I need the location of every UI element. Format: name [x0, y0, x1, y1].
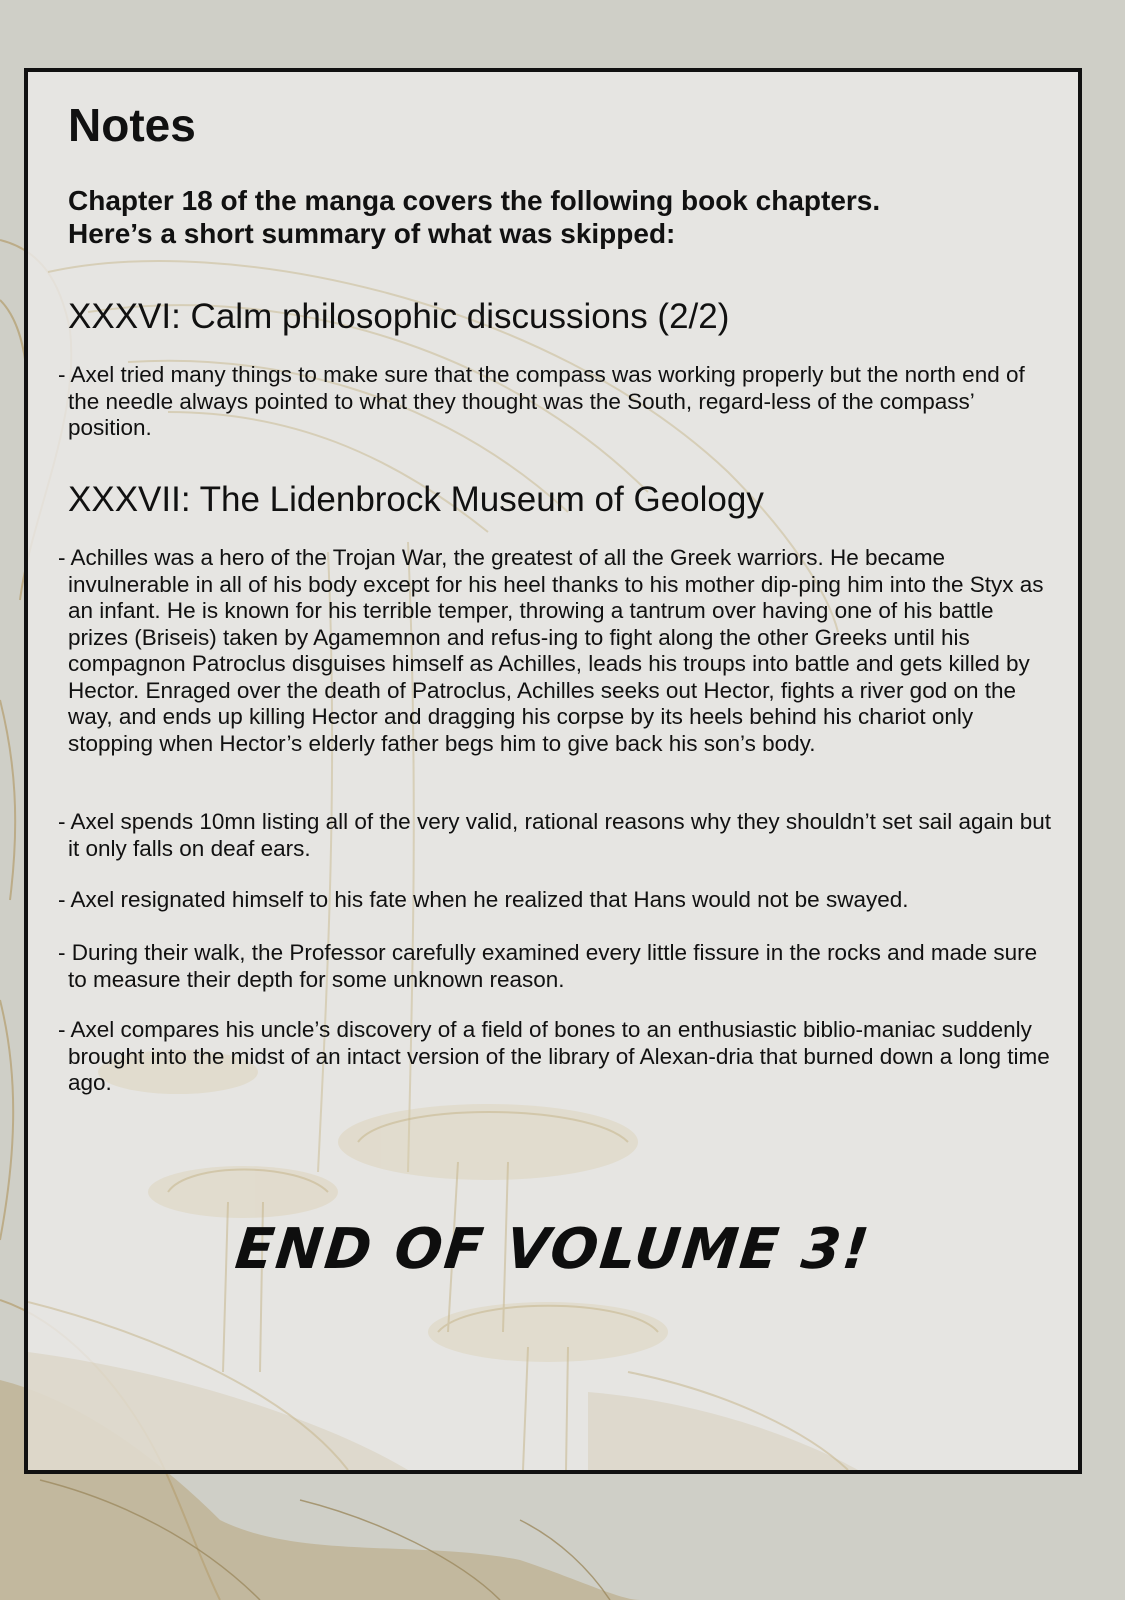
note-item: - Axel spends 10mn listing all of the very valid, rational reasons why they shouldn’t set sail again but it only falls on deaf ears.: [58, 809, 1052, 861]
section-heading-xxxvi: XXXVI: Calm philosophic discussions (2/2): [68, 297, 730, 336]
note-item: - Axel compares his uncle’s discovery of a field of bones to an enthusiastic biblio-maniac suddenly brought into the midst of an intact version of the library of Alexan-dria that burned down a long time ago.: [58, 1017, 1050, 1095]
section-heading-xxxvii: XXXVII: The Lidenbrock Museum of Geology: [68, 480, 764, 519]
intro-line: Chapter 18 of the manga covers the following book chapters. Here’s a short summary of what was skipped:: [68, 185, 881, 249]
note-item: - Axel resignated himself to his fate when he realized that Hans would not be swayed.: [58, 887, 909, 912]
note-item: - Axel tried many things to make sure that the compass was working properly but the north end of the needle always pointed to what they thought was the South, regard-less of the compass’ position.: [58, 362, 1025, 440]
note-item: - During their walk, the Professor carefully examined every little fissure in the rocks and made sure to measure their depth for some unknown reason.: [58, 940, 1038, 992]
notes-content: [28, 72, 1078, 1470]
page-title: Notes: [68, 99, 196, 151]
notes-panel: [24, 68, 1082, 1474]
intro-text: [68, 184, 1028, 250]
end-of-volume-text: END OF VOLUME 3!: [232, 1217, 874, 1282]
note-item: - Achilles was a hero of the Trojan War, the greatest of all the Greek warriors. He became invulnerable in all of his body except for his heel thanks to his mother dip-ping him into the Styx as an infant. He is known for his terrible temper, throwing a tantrum over having one of his battle prizes (Briseis) taken by Agamemnon and refus-ing to fight along the other Greeks until his compagnon Patroclus disguises himself as Achilles, leads his troups into battle and gets killed by Hector. Enraged over the death of Patroclus, Achilles seeks out Hector, fights a river god on the way, and ends up killing Hector and dragging his corpse by its heels behind his chariot only stopping when Hector’s elderly father begs him to give back his son’s body.: [58, 545, 1044, 756]
